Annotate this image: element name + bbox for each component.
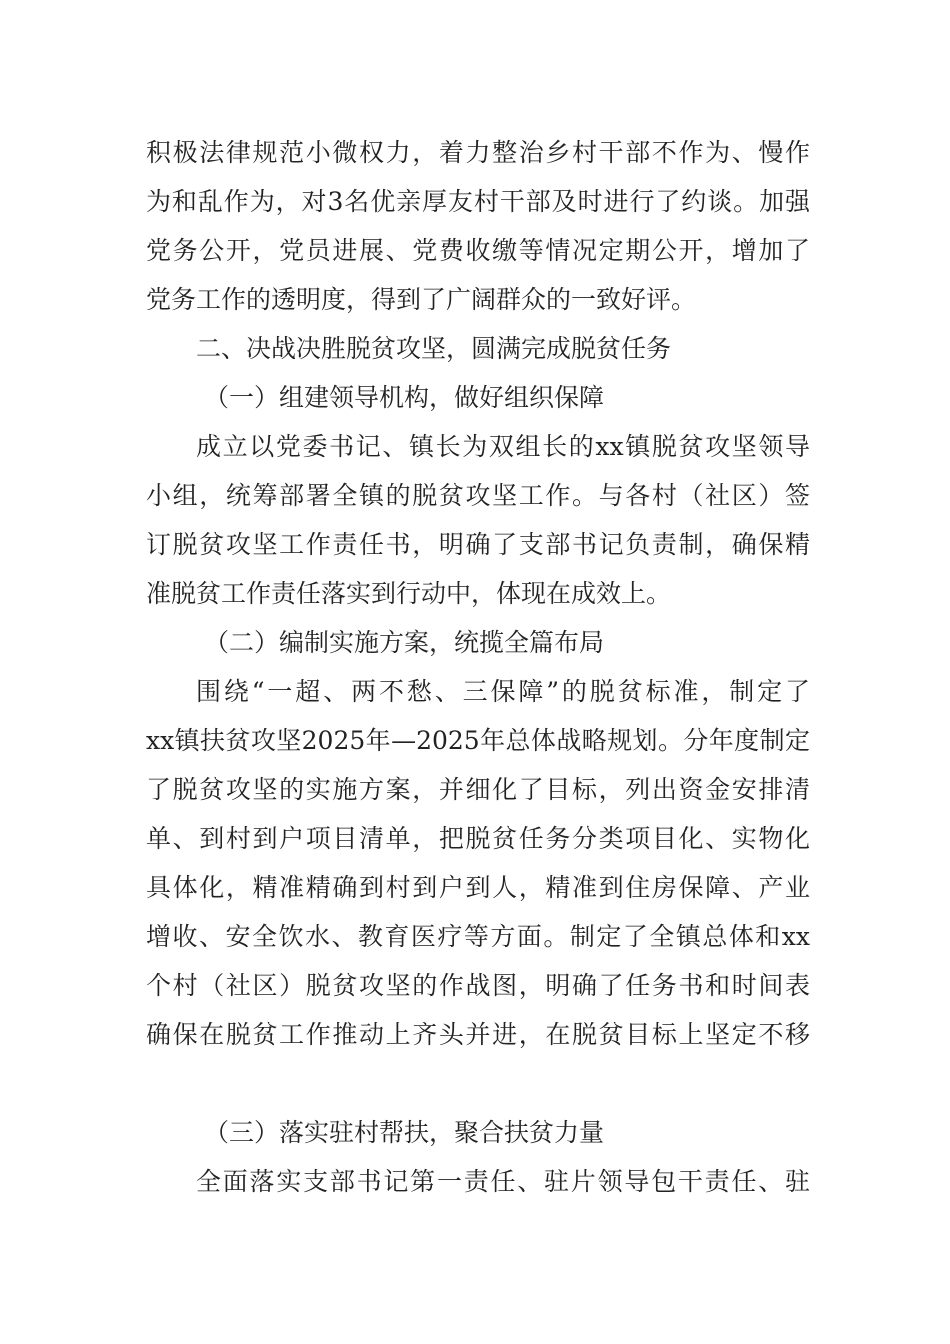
subsection-heading: （二）编制实施方案，统揽全篇布局 (204, 628, 605, 657)
paragraph-line: 积极法律规范小微权力，着力整治乡村干部不作为、慢作 (146, 138, 810, 167)
subsection-heading: （三）落实驻村帮扶，聚合扶贫力量 (204, 1118, 605, 1147)
paragraph-line: 个村（社区）脱贫攻坚的作战图，明确了任务书和时间表 (146, 971, 810, 1000)
paragraph-line: 确保在脱贫工作推动上齐头并进，在脱贫目标上坚定不移 (146, 1020, 810, 1049)
paragraph-line: 全面落实支部书记第一责任、驻片领导包干责任、驻 (196, 1167, 810, 1196)
paragraph-line: xx镇扶贫攻坚2025年—2025年总体战略规划。分年度制定 (146, 726, 810, 755)
paragraph-line: 成立以党委书记、镇长为双组长的xx镇脱贫攻坚领导 (196, 432, 810, 461)
paragraph-line: 小组，统筹部署全镇的脱贫攻坚工作。与各村（社区）签 (146, 481, 810, 510)
paragraph-line: 了脱贫攻坚的实施方案，并细化了目标，列出资金安排清 (146, 775, 810, 804)
paragraph-line: 增收、安全饮水、教育医疗等方面。制定了全镇总体和xx (146, 922, 810, 951)
paragraph-line: 围绕“一超、两不愁、三保障”的脱贫标准，制定了 (196, 677, 810, 706)
subsection-heading: （一）组建领导机构，做好组织保障 (204, 383, 605, 412)
blank-line (146, 1059, 810, 1108)
section-heading: 二、决战决胜脱贫攻坚，圆满完成脱贫任务 (196, 334, 672, 363)
paragraph-line: 为和乱作为，对3名优亲厚友村干部及时进行了约谈。加强 (146, 187, 810, 216)
paragraph-line: 党务公开，党员进展、党费收缴等情况定期公开，增加了 (146, 236, 810, 265)
paragraph-line: 订脱贫攻坚工作责任书，明确了支部书记负责制，确保精 (146, 530, 810, 559)
paragraph-line: 单、到村到户项目清单，把脱贫任务分类项目化、实物化 (146, 824, 810, 853)
paragraph-line: 准脱贫工作责任落实到行动中，体现在成效上。 (146, 579, 672, 608)
paragraph-line: 具体化，精准精确到村到户到人，精准到住房保障、产业 (146, 873, 810, 902)
document-body (146, 128, 810, 1206)
paragraph-line: 党务工作的透明度，得到了广阔群众的一致好评。 (146, 285, 697, 314)
